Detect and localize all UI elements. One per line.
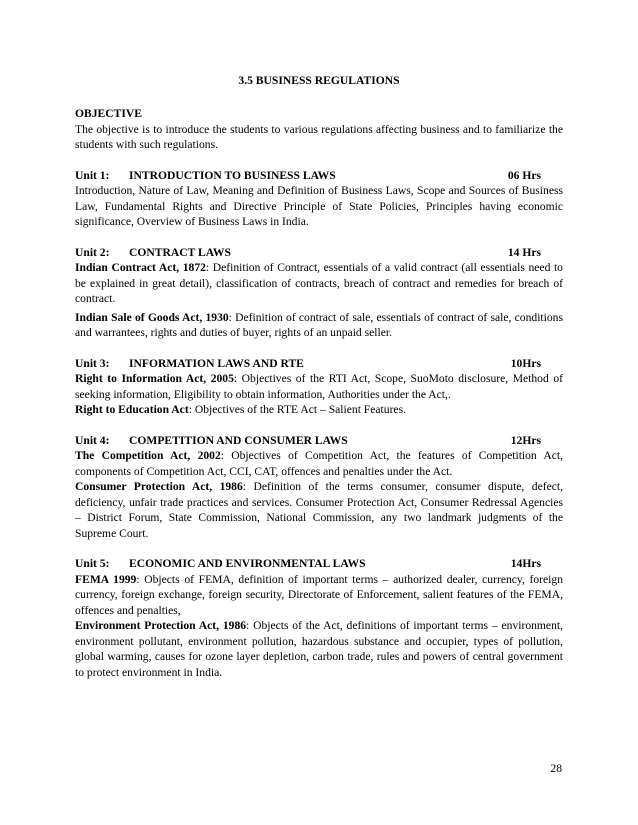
unit-hours: 14Hrs <box>510 557 541 570</box>
unit-paragraph <box>75 618 563 680</box>
objective-section <box>75 106 563 153</box>
unit-header <box>75 556 563 572</box>
unit-title: CONTRACT LAWS <box>129 245 231 259</box>
unit-title: INTRODUCTION TO BUSINESS LAWS <box>129 168 336 182</box>
paragraph-text: Introduction, Nature of Law, Meaning and Definition of Business Laws, Scope and Sources of Business Law, Fundamental Rights and Directive Principle of State Policies, Principles having economic significance, Overview of Business Laws in India. <box>75 184 563 228</box>
unit-1 <box>75 168 563 230</box>
act-label: Consumer Protection Act, 1986 <box>75 480 243 493</box>
unit-number: Unit 5: <box>75 557 110 570</box>
unit-title: COMPETITION AND CONSUMER LAWS <box>129 433 348 447</box>
act-label: Indian Sale of Goods Act, 1930 <box>75 310 229 324</box>
act-label: Right to Information Act, 2005 <box>75 372 234 385</box>
unit-hours: 14 Hrs <box>507 245 541 259</box>
act-label: Right to Education Act <box>75 403 189 416</box>
unit-paragraph <box>75 260 563 307</box>
unit-paragraph <box>75 402 563 418</box>
paragraph-text: : Objects of the Act, definitions of important terms – environment, environment pollutant, environment pollution, hazardous substance and occupier, types of pollution, global warming, causes for ozone layer depletion, carbon trade, rules and powers of central government to protect environment in India. <box>75 619 563 679</box>
unit-hours: 12Hrs <box>510 433 541 447</box>
unit-paragraph <box>75 310 563 341</box>
unit-header <box>75 433 563 449</box>
page-number: 28 <box>550 762 562 775</box>
act-label: Environment Protection Act, 1986 <box>75 619 247 632</box>
unit-header <box>75 168 563 184</box>
document-content <box>75 106 563 680</box>
unit-paragraph <box>75 183 563 230</box>
unit-number: Unit 2: <box>75 245 110 259</box>
unit-paragraph <box>75 572 563 619</box>
unit-2 <box>75 245 563 341</box>
page-title: 3.5 BUSINESS REGULATIONS <box>238 74 400 87</box>
objective-text: The objective is to introduce the students to various regulations affecting business and to familiarize the students with such regulations. <box>75 122 563 151</box>
objective-heading: OBJECTIVE <box>75 107 143 120</box>
unit-5 <box>75 556 563 680</box>
unit-number: Unit 4: <box>75 433 110 447</box>
unit-title: INFORMATION LAWS AND RTE <box>129 356 304 370</box>
unit-3 <box>75 356 563 418</box>
unit-title: ECONOMIC AND ENVIRONMENTAL LAWS <box>129 557 366 570</box>
unit-paragraph <box>75 479 563 541</box>
paragraph-text: : Definition of Contract, essentials of a valid contract (all essentials need to be explained in great detail), classification of contracts, breach of contract and remedies for breach of contract. <box>75 261 563 305</box>
paragraph-text: : Definition of the terms consumer, consumer dispute, defect, deficiency, unfair trade practices and services. Consumer Protection Act, Consumer Redressal Agencies – District Forum, State Commission, National Commission, any two landmark judgments of the Supreme Court. <box>75 480 563 540</box>
act-label: The Competition Act, 2002 <box>75 449 221 462</box>
unit-header <box>75 356 563 372</box>
act-label: Indian Contract Act, 1872 <box>75 261 206 274</box>
unit-hours: 10Hrs <box>510 356 541 370</box>
paragraph-text: : Objects of FEMA, definition of important terms – authorized dealer, currency, foreign currency, foreign exchange, foreign security, Directorate of Enforcement, salient features of the FEMA, offences and penalties, <box>75 572 563 617</box>
unit-hours: 06 Hrs <box>507 168 541 182</box>
paragraph-text: : Objectives of Competition Act, the features of Competition Act, components of Competition Act, CCI, CAT, offences and penalties under the Act. <box>75 449 563 478</box>
paragraph-text: : Objectives of the RTI Act, Scope, SuoMoto disclosure, Method of seeking information, Eligibility to obtain information, Authorities under the Act,. <box>75 372 563 401</box>
paragraph-text: : Definition of contract of sale, essentials of contract of sale, conditions and warrantees, rights and duties of buyer, rights of an unpaid seller. <box>75 310 563 339</box>
unit-number: Unit 3: <box>75 356 110 370</box>
act-label: FEMA 1999 <box>75 572 137 586</box>
unit-4 <box>75 433 563 542</box>
unit-header <box>75 245 563 261</box>
paragraph-text: : Objectives of the RTE Act – Salient Features. <box>188 403 406 416</box>
unit-paragraph <box>75 371 563 402</box>
unit-number: Unit 1: <box>75 168 110 182</box>
unit-paragraph <box>75 448 563 479</box>
